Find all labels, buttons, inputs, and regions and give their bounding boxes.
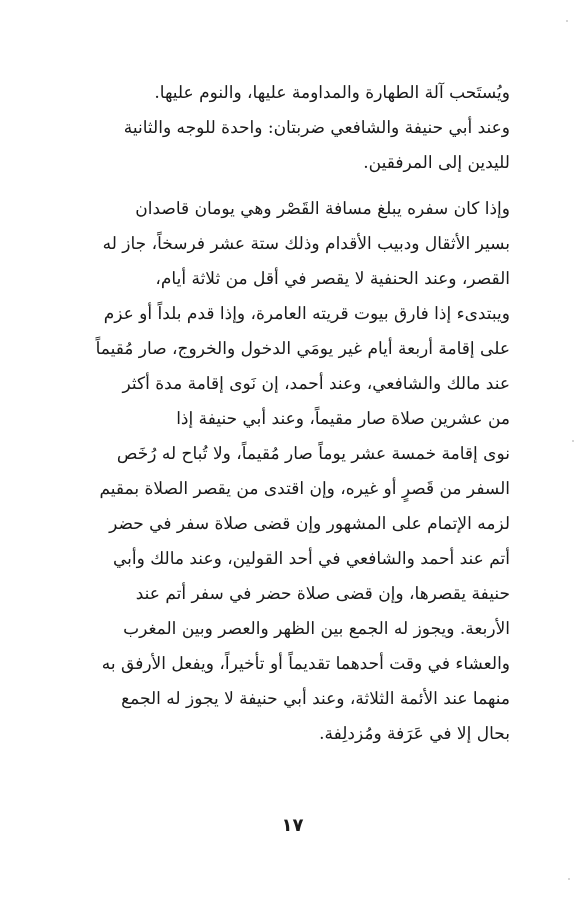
text-line: ويُستَحب آلة الطهارة والمداومة عليها، والنوم عليها. — [154, 83, 510, 103]
text-line: بحال إلا في عَرَفة ومُزدلِفة. — [319, 724, 510, 744]
text-line: حنيفة يقصرها، وإن قضى صلاة حضر في سفر أتم عند — [135, 584, 510, 604]
paragraph-travel-prayer — [80, 192, 510, 752]
scan-speck — [568, 878, 570, 880]
text-line: لليدين إلى المرفقين. — [363, 153, 510, 173]
text-line: والعشاء في وقت أحدهما تقديماً أو تأخيراً، ويفعل الأرفق به — [101, 654, 510, 674]
text-line: منهما عند الأئمة الثلاثة، وعند أبي حنيفة لا يجوز له الجمع — [121, 689, 510, 709]
scan-speck — [566, 20, 568, 22]
text-line: نوى إقامة خمسة عشر يوماً صار مُقيماً، ولا تُباح له رُخَص — [116, 444, 510, 464]
text-line: السفر من قَصرٍ أو غيره، وإن اقتدى من يقصر الصلاة بمقيم — [99, 479, 510, 499]
paragraph-purification — [80, 76, 510, 181]
text-line: بسير الأثقال ودبيب الأقدام وذلك ستة عشر فرسخاً، جاز له — [102, 234, 510, 254]
text-line: على إقامة أربعة أيام غير يومَي الدخول والخروج، صار مُقيماً — [95, 339, 510, 359]
text-line: القصر، وعند الحنفية لا يقصر في أقل من ثلاثة أيام، — [155, 269, 510, 289]
page-number: ١٧ — [281, 815, 304, 836]
text-line: عند مالك والشافعي، وعند أحمد، إن نَوى إقامة مدة أكثر — [122, 374, 510, 394]
scan-speck — [572, 440, 574, 442]
text-line: لزمه الإتمام على المشهور وإن قضى صلاة سفر في حضر — [109, 514, 510, 534]
text-line: الأربعة. ويجوز له الجمع بين الظهر والعصر وبين المغرب — [123, 619, 510, 639]
text-line: وعند أبي حنيفة والشافعي ضربتان: واحدة للوجه والثانية — [123, 118, 510, 138]
text-line: وإذا كان سفره يبلغ مسافة القَصْر وهي يومان قاصدان — [135, 199, 510, 219]
text-line: من عشرين صلاة صار مقيماً، وعند أبي حنيفة إذا — [176, 409, 510, 429]
text-line: ويبتدىء إذا فارق بيوت قريته العامرة، وإذا قدم بلداً أو عزم — [103, 304, 510, 324]
text-line: أتم عند أحمد والشافعي في أحد القولين، وعند مالك وأبي — [112, 549, 510, 569]
